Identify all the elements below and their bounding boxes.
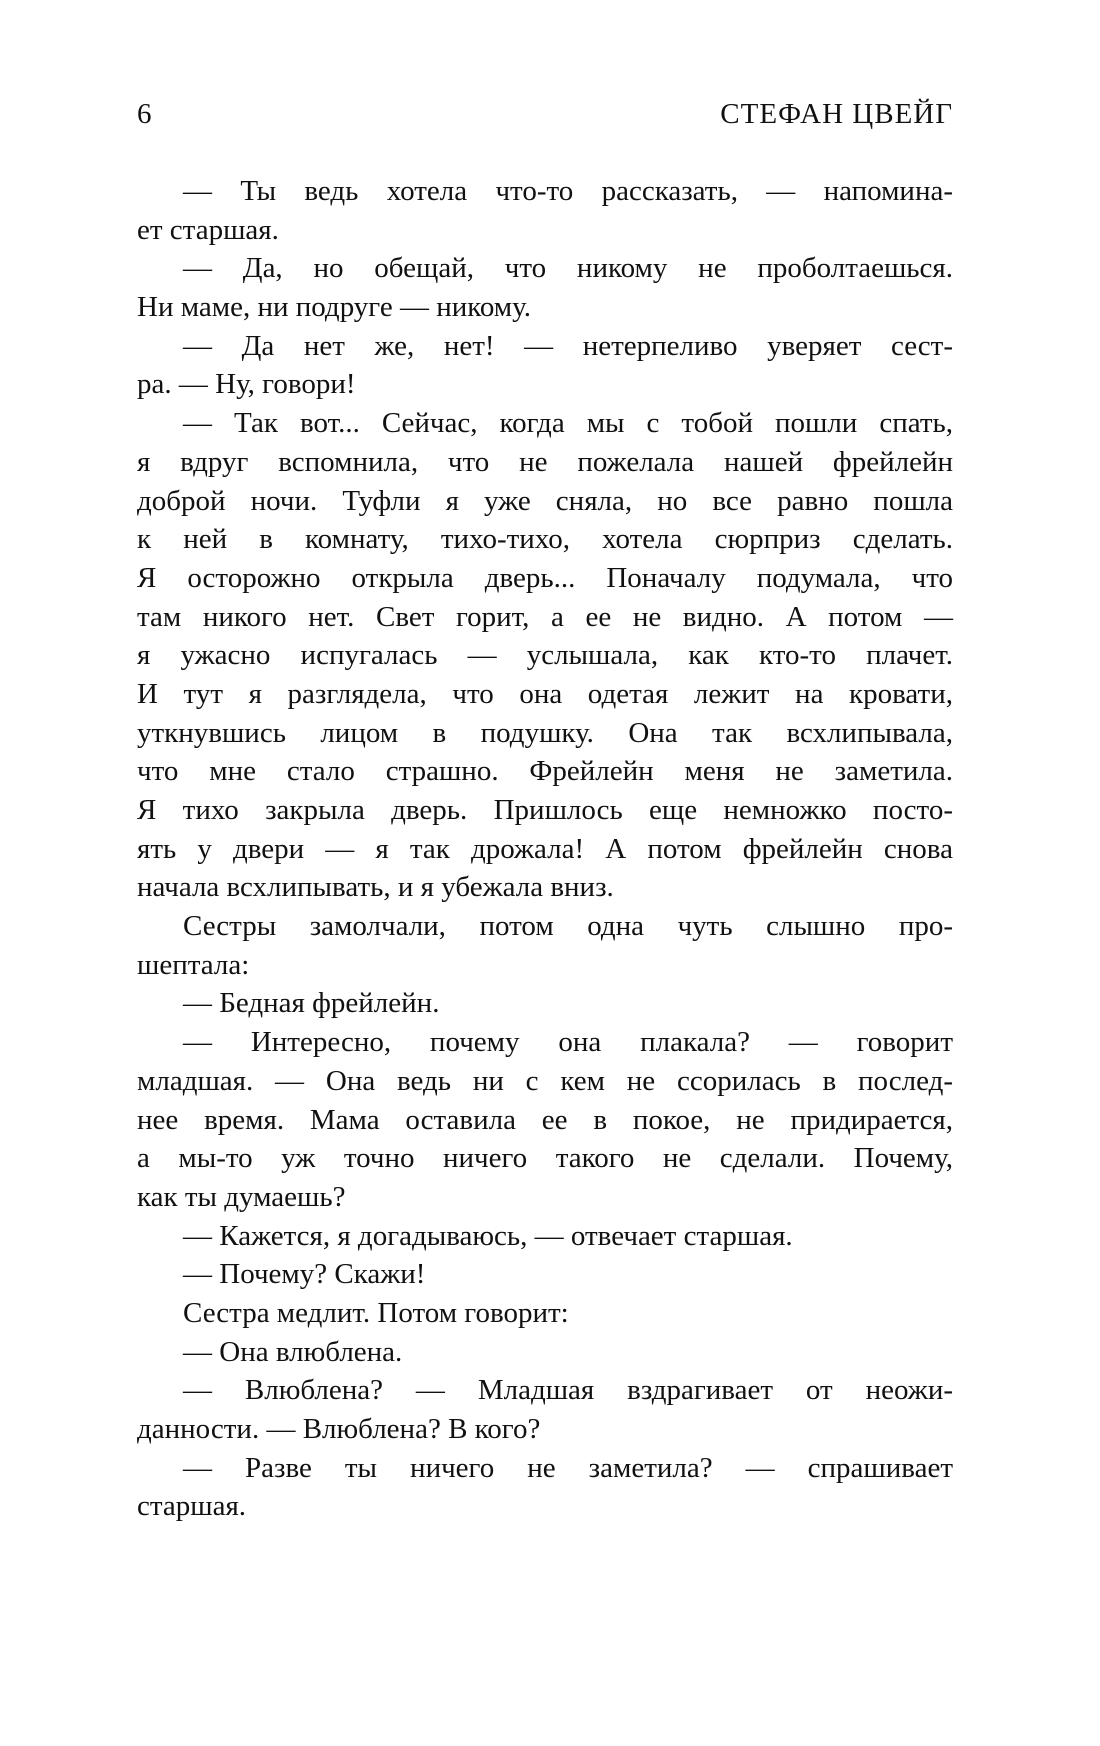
text-line: данности. — Влюблена? В кого? [137,1413,541,1445]
text-line: — Да нет же, нет! — нетерпеливо уверяет сест- [183,329,953,362]
text-line: — Так вот... Сейчас, когда мы с тобой пошли спать, [183,407,953,440]
text-line: — Кажется, я догадываюсь, — отвечает старшая. [183,1219,793,1252]
text-line: что мне стало страшно. Фрейлейн меня не заметила. [137,755,953,788]
text-line: — Почему? Скажи! [183,1258,426,1291]
text-line: — Интересно, почему она плакала? — говорит [183,1026,953,1059]
text-line: начала всхлипывать, и я убежала вниз. [137,871,614,904]
text-line: уткнувшись лицом в подушку. Она так всхлипывала, [137,716,953,749]
text-line: — Ты ведь хотела что-то рассказать, — напомина- [183,175,953,207]
text-line: Сестры замолчали, потом одна чуть слышно про- [183,910,953,943]
text-line: ет старшая. [137,213,279,246]
text-line: доброй ночи. Туфли я уже сняла, но все равно пошла [137,484,953,517]
text-line: — Да, но обещай, что никому не проболтаешься. [183,252,953,285]
text-line: — Влюблена? — Младшая вздрагивает от неожи- [183,1374,953,1407]
text-line: — Бедная фрейлейн. [183,987,440,1020]
text-line: Сестра медлит. Потом говорит: [183,1296,569,1329]
text-line: старшая. [137,1490,247,1523]
text-line: нее время. Мама оставила ее в покое, не придирается, [137,1103,953,1136]
text-line: Я тихо закрыла дверь. Пришлось еще немножко посто- [137,794,953,826]
running-title-author: СТЕФАН ЦВЕЙГ [720,98,953,130]
text-line: Ни маме, ни подруге — никому. [137,291,531,324]
text-line: ра. — Ну, говори! [137,368,356,401]
text-line: я вдруг вспомнила, что не пожелала нашей фрейлейн [137,445,953,478]
text-line: к ней в комнату, тихо-тихо, хотела сюрприз сделать. [137,523,953,556]
running-head [137,94,953,134]
text-line: я ужасно испугалась — услышала, как кто-то плачет. [137,639,953,672]
text-line: Я осторожно открыла дверь... Поначалу подумала, что [137,561,953,594]
text-line: шептала: [137,948,250,981]
page-number: 6 [137,98,152,130]
text-line: И тут я разглядела, что она одетая лежит на кровати, [137,677,953,710]
body-text [137,172,953,1526]
text-line: а мы-то уж точно ничего такого не сделали. Почему, [137,1142,953,1175]
text-line: там никого нет. Свет горит, а ее не видно. А потом — [137,600,953,633]
text-line: младшая. — Она ведь ни с кем не ссорилась в послед- [137,1064,953,1097]
text-line: как ты думаешь? [137,1180,346,1213]
text-line: — Она влюблена. [183,1335,403,1368]
text-line: — Разве ты ничего не заметила? — спрашивает [183,1451,953,1484]
text-line: ять у двери — я так дрожала! А потом фрейлейн снова [137,832,953,865]
